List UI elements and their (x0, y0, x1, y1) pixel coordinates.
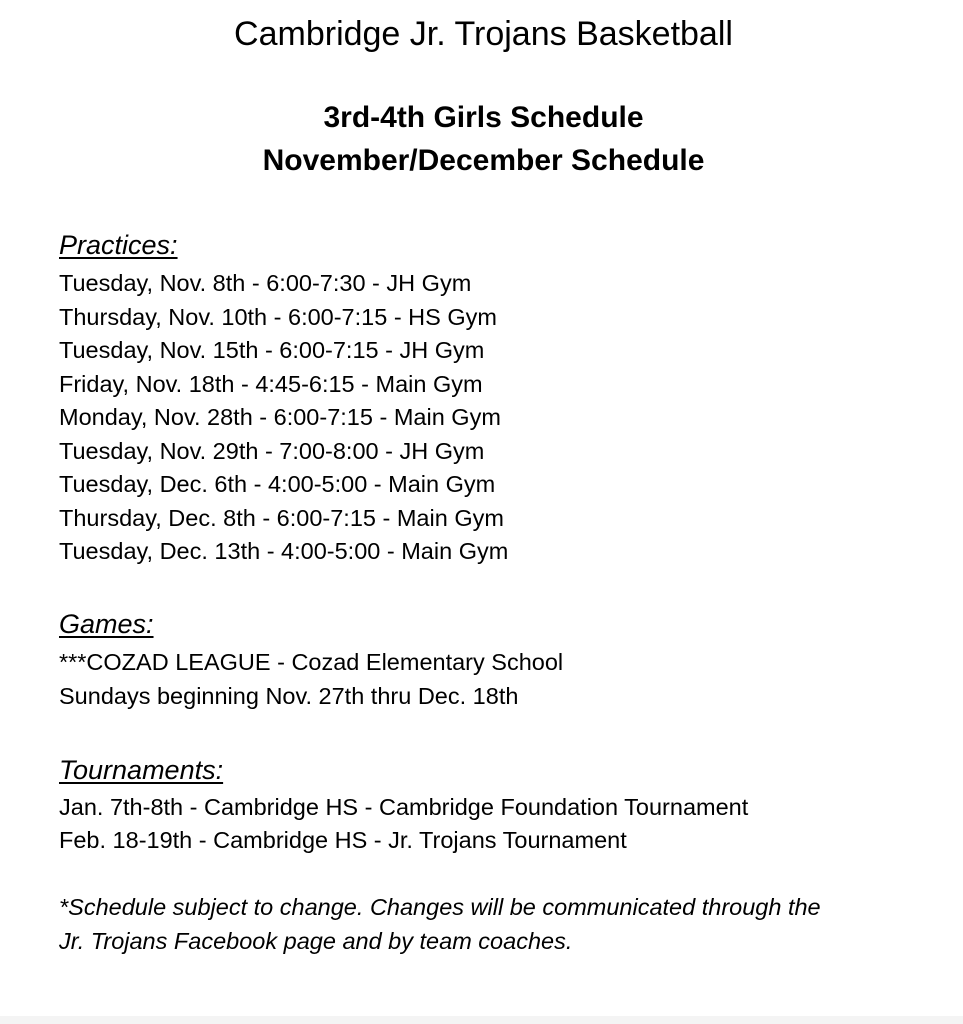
games-heading: Games: (59, 609, 154, 639)
practice-item: Friday, Nov. 18th - 4:45-6:15 - Main Gym (59, 370, 483, 397)
practice-item: Thursday, Dec. 8th - 6:00-7:15 - Main Gym (59, 504, 504, 531)
schedule-subtitle: 3rd-4th Girls Schedule (323, 101, 644, 134)
practice-item: Tuesday, Nov. 8th - 6:00-7:30 - JH Gym (59, 270, 472, 296)
practice-item: Tuesday, Nov. 15th - 6:00-7:15 - JH Gym (59, 337, 485, 363)
practice-item: Thursday, Nov. 10th - 6:00-7:15 - HS Gym (59, 303, 497, 330)
schedule-period: November/December Schedule (262, 144, 705, 177)
document-title: Cambridge Jr. Trojans Basketball (234, 15, 733, 53)
practice-item: Tuesday, Dec. 6th - 4:00-5:00 - Main Gym (59, 471, 496, 497)
note-line: Jr. Trojans Facebook page and by team coaches. (59, 927, 573, 954)
tournaments-heading: Tournaments: (59, 755, 224, 785)
games-item: Sundays beginning Nov. 27th thru Dec. 18th (59, 682, 519, 709)
practice-item: Monday, Nov. 28th - 6:00-7:15 - Main Gym (59, 404, 501, 430)
practice-item: Tuesday, Nov. 29th - 7:00-8:00 - JH Gym (59, 437, 485, 464)
note-line: *Schedule subject to change. Changes will be communicated through the (59, 894, 821, 920)
games-item: ***COZAD LEAGUE - Cozad Elementary School (59, 649, 564, 675)
tournament-item: Feb. 18-19th - Cambridge HS - Jr. Trojans Tournament (59, 827, 627, 853)
practices-heading: Practices: (59, 230, 178, 260)
page-bottom-edge (0, 1016, 963, 1024)
tournament-item: Jan. 7th-8th - Cambridge HS - Cambridge Foundation Tournament (59, 793, 749, 820)
practice-item: Tuesday, Dec. 13th - 4:00-5:00 - Main Gym (59, 538, 509, 564)
